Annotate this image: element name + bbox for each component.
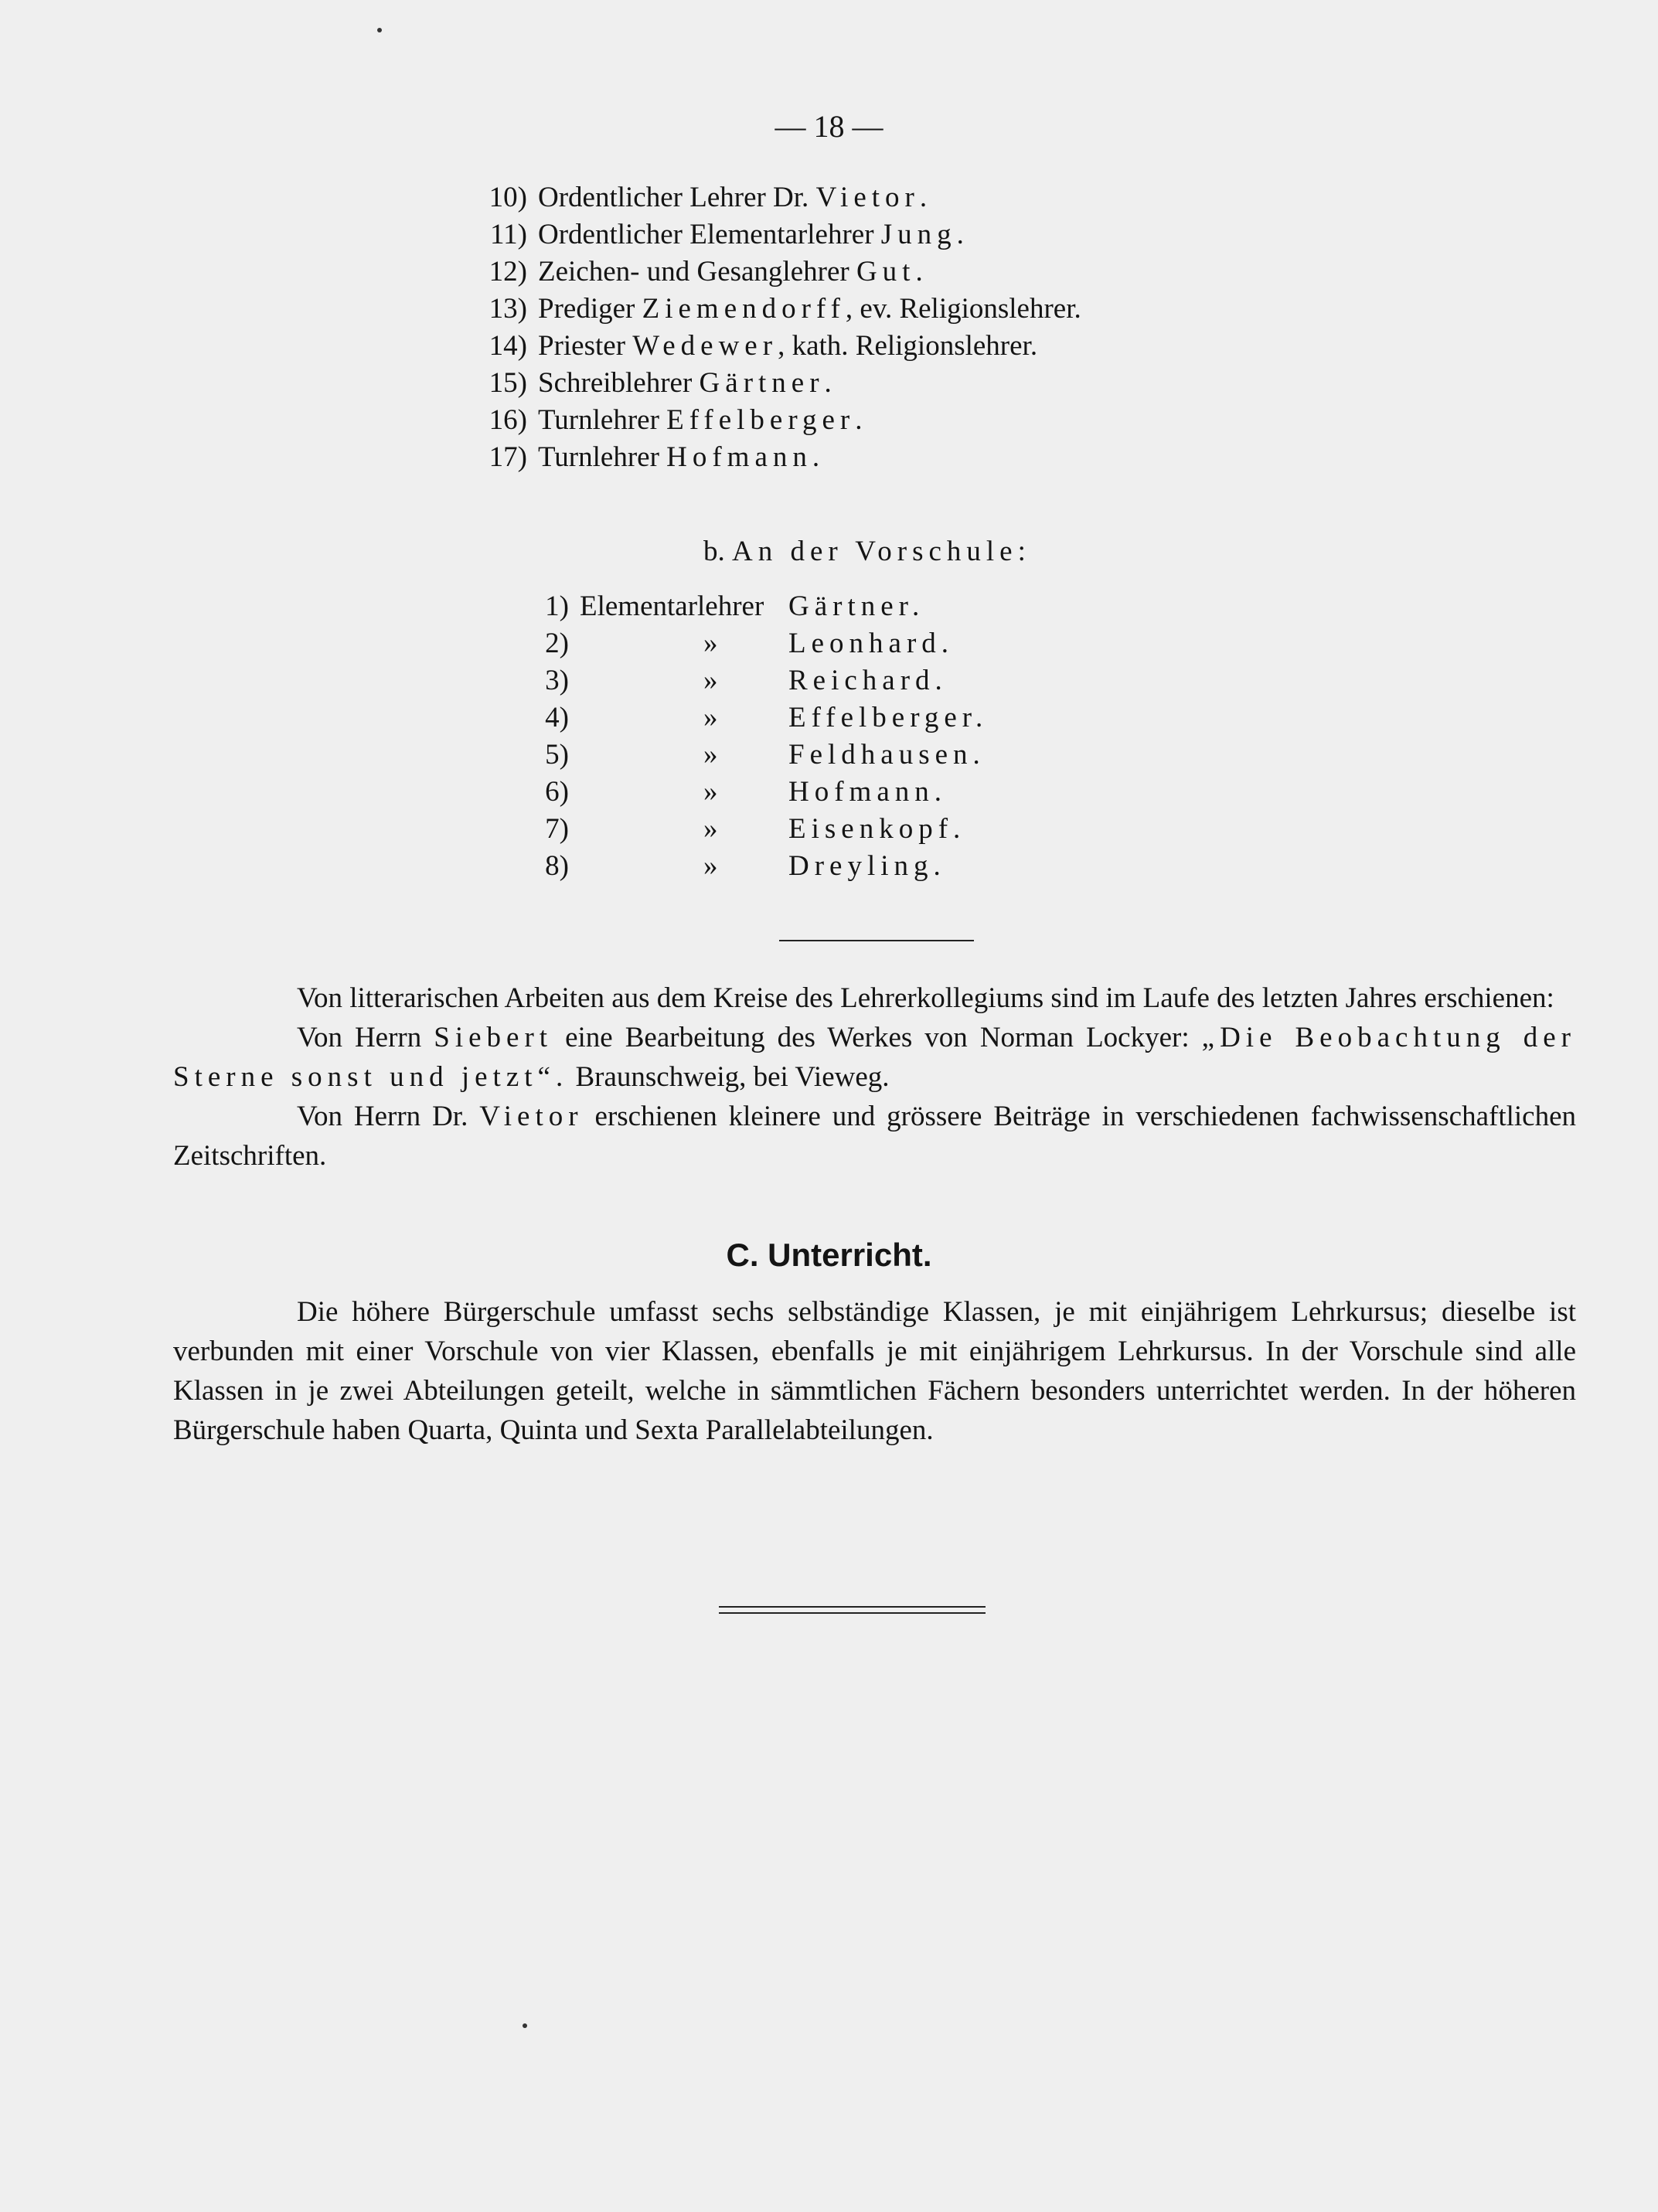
- vorschule-number: 7): [545, 813, 569, 845]
- teacher-row: [473, 291, 1081, 328]
- section-divider: [779, 940, 974, 941]
- teacher-role: , kath. Religionslehrer.: [778, 330, 1038, 362]
- teacher-name: Hofmann: [666, 441, 812, 473]
- vorschule-number: 5): [545, 739, 569, 771]
- vorschule-name: Effelberger.: [788, 702, 989, 733]
- literary-siebert: Von Herrn Siebert eine Bearbeitung des Werkes von Norman Lockyer: „Die Beobachtung der Sterne sonst und jetzt“. Braunschweig, bei Vieweg.: [173, 1022, 1576, 1093]
- vorschule-number: 3): [545, 665, 569, 696]
- teacher-number: 16): [489, 404, 527, 436]
- double-rule-bottom: [719, 1612, 986, 1614]
- teacher-title: Zeichen- und Gesanglehrer: [538, 256, 849, 288]
- literary-vietor: Von Herrn Dr. Vietor erschienen kleinere und grössere Beiträge in verschiedenen fachwissenschaftlichen Zeitschriften.: [173, 1101, 1577, 1172]
- vorschule-heading: [703, 533, 1031, 570]
- ditto-mark: »: [703, 628, 718, 659]
- teacher-name: Wedewer: [632, 330, 778, 362]
- ditto-mark: »: [703, 813, 718, 845]
- vorschule-name: Eisenkopf.: [788, 813, 966, 845]
- teacher-role: .: [855, 404, 863, 436]
- teacher-number: 14): [489, 330, 527, 362]
- ditto-mark: »: [703, 739, 718, 771]
- teacher-number: 13): [489, 293, 527, 325]
- print-speck: [523, 2023, 527, 2028]
- ditto-mark: »: [703, 776, 718, 808]
- teacher-title: Schreiblehrer: [538, 367, 693, 399]
- teacher-title: Priester: [538, 330, 626, 362]
- teacher-name: Vietor: [815, 182, 920, 213]
- ditto-mark: »: [703, 665, 718, 696]
- vorschule-number: 6): [545, 776, 569, 808]
- vorschule-title: Elementarlehrer: [580, 590, 764, 622]
- vorschule-row: [519, 662, 948, 699]
- teacher-role: .: [956, 219, 964, 250]
- print-speck: [377, 28, 382, 32]
- teacher-row: [473, 254, 923, 291]
- teacher-title: Turnlehrer: [538, 441, 659, 473]
- teacher-number: 15): [489, 367, 527, 399]
- teacher-name: Jung: [880, 219, 957, 250]
- vorschule-name: Reichard.: [788, 665, 948, 696]
- teacher-number: 17): [489, 441, 527, 473]
- vorschule-row: [519, 811, 965, 848]
- teacher-name: Gärtner: [699, 367, 825, 399]
- teacher-role: , ev. Religionslehrer.: [845, 293, 1081, 325]
- teacher-title: Turnlehrer: [538, 404, 659, 436]
- teacher-row: [473, 179, 927, 216]
- vorschule-number: 1): [545, 590, 569, 622]
- vorschule-number: 8): [545, 850, 569, 882]
- vorschule-heading-text: An der Vorschule:: [732, 536, 1031, 567]
- teacher-role: .: [824, 367, 832, 399]
- double-rule-top: [719, 1606, 986, 1608]
- teacher-role: .: [919, 182, 928, 213]
- vorschule-row: [519, 699, 988, 737]
- teacher-name: Effelberger: [666, 404, 856, 436]
- vorschule-row: [519, 737, 986, 774]
- teacher-row: [473, 365, 832, 402]
- literary-intro: Von litterarischen Arbeiten aus dem Kreise des Lehrerkollegiums sind im Laufe des letzten Jahres erschienen:: [297, 982, 1554, 1014]
- vorschule-name: Leonhard.: [788, 628, 955, 659]
- ditto-mark: »: [703, 702, 718, 733]
- vorschule-row: [519, 588, 924, 625]
- vorschule-name: Gärtner.: [788, 590, 925, 622]
- teacher-number: 12): [489, 256, 527, 288]
- teacher-title: Ordentlicher Elementarlehrer: [538, 219, 874, 250]
- teacher-name: Ziemendorff: [642, 293, 846, 325]
- literary-section: [173, 978, 1576, 1176]
- section-heading: C. Unterricht.: [726, 1237, 932, 1273]
- unterricht-paragraph: Die höhere Bürgerschule umfasst sechs selbständige Klassen, je mit einjährigem Lehrkursus; dieselbe ist verbunden mit einer Vorschule von vier Klassen, ebenfalls je mit einjährigem Lehrkursus. In der Vorschule sind alle Klassen in je zwei Abteilungen geteilt, welche in sämmtlichen Fächern besonders unterrichtet werden. In der höheren Bürgerschule haben Quarta, Quinta und Sexta Parallelabteilungen.: [173, 1296, 1576, 1446]
- teacher-row: [473, 402, 863, 439]
- teacher-role: .: [812, 441, 820, 473]
- vorschule-row: [519, 625, 954, 662]
- teacher-title: Prediger: [538, 293, 635, 325]
- vorschule-name: Feldhausen.: [788, 739, 986, 771]
- ditto-mark: »: [703, 850, 718, 882]
- vorschule-row: [519, 848, 946, 885]
- unterricht-section: [173, 1292, 1576, 1450]
- vorschule-row: [519, 774, 947, 811]
- vorschule-name: Hofmann.: [788, 776, 947, 808]
- teacher-role: .: [915, 256, 923, 288]
- vorschule-name: Dreyling.: [788, 850, 946, 882]
- teacher-title: Ordentlicher Lehrer Dr.: [538, 182, 809, 213]
- teacher-row: [473, 216, 964, 254]
- page-number: — 18 —: [775, 109, 883, 144]
- vorschule-number: 2): [545, 628, 569, 659]
- teacher-name: Gut: [856, 256, 916, 288]
- vorschule-number: 4): [545, 702, 569, 733]
- vorschule-heading-prefix: b.: [703, 536, 725, 567]
- teacher-number: 11): [490, 219, 527, 250]
- teacher-row: [473, 439, 819, 476]
- teacher-row: [473, 328, 1037, 365]
- teacher-number: 10): [489, 182, 527, 213]
